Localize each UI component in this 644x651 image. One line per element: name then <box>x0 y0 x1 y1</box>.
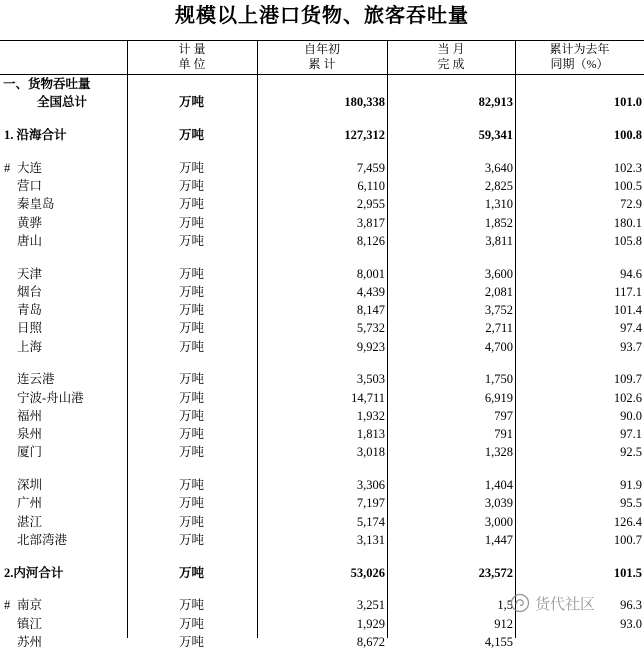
table-body <box>0 75 644 651</box>
ytd-cumulative-cell: 3,018 <box>356 445 385 460</box>
unit-cell: 万吨 <box>179 179 205 193</box>
header-unit-line1: 计 量 <box>178 42 206 56</box>
yoy-percent-cell: 93.0 <box>620 616 642 631</box>
table-row <box>0 513 644 531</box>
page-title: 规模以上港口货物、旅客吞吐量 <box>175 5 469 27</box>
ytd-cumulative-cell: 1,929 <box>356 616 385 631</box>
header-month-line2: 完 成 <box>437 57 465 71</box>
port-name: 广州 <box>17 496 43 511</box>
month-complete-cell: 6,919 <box>484 390 513 405</box>
unit-cell: 万吨 <box>179 284 205 299</box>
port-name: 秦皇岛 <box>17 197 55 212</box>
ytd-cumulative-cell: 3,306 <box>356 478 385 492</box>
ytd-cumulative-cell: 8,001 <box>356 266 385 281</box>
row-label <box>0 177 127 195</box>
row-label <box>0 319 127 337</box>
month-complete-cell: 3,000 <box>484 514 513 529</box>
month-complete-cell: 1,328 <box>484 445 513 460</box>
ytd-cumulative-cell: 7,459 <box>356 160 385 175</box>
port-name: 烟台 <box>17 284 43 299</box>
row-label <box>0 615 127 633</box>
port-name: 厦门 <box>17 445 43 460</box>
table-row <box>0 338 644 356</box>
unit-cell: 万吨 <box>179 197 205 212</box>
yoy-percent-cell: 92.5 <box>620 445 642 460</box>
unit-cell: 万吨 <box>179 160 205 175</box>
port-name: 宁波-舟山港 <box>17 390 84 405</box>
unit-cell <box>127 75 257 93</box>
ytd-cumulative-cell: 8,147 <box>356 303 385 317</box>
row-label <box>0 425 127 443</box>
header-ytd-line1: 自年初 <box>303 42 340 56</box>
table-row <box>0 283 644 301</box>
header-name-column <box>0 41 127 74</box>
month-complete-cell: 3,752 <box>484 303 513 317</box>
ytd-cumulative-cell: 7,197 <box>356 496 385 511</box>
row-label <box>0 159 127 177</box>
yoy-percent-cell: 101.5 <box>613 565 642 580</box>
port-name: 全国总计 <box>37 95 88 110</box>
table-row <box>0 370 644 388</box>
port-name: 连云港 <box>17 372 55 387</box>
month-complete-cell: 2,711 <box>485 321 513 336</box>
month-complete-cell: 3,039 <box>484 496 513 511</box>
row-label <box>0 389 127 407</box>
port-name: 湛江 <box>17 514 43 529</box>
ytd-cumulative-cell: 6,110 <box>357 179 385 193</box>
row-group <box>0 370 644 461</box>
yoy-percent-cell: 91.9 <box>620 478 642 492</box>
yoy-percent-cell: 90.0 <box>620 408 642 423</box>
port-name: 2.内河合计 <box>4 565 64 580</box>
ytd-cumulative-cell: 5,732 <box>356 321 385 336</box>
month-complete-cell: 3,640 <box>484 160 513 175</box>
unit-cell: 万吨 <box>179 215 205 230</box>
row-label <box>0 370 127 388</box>
row-label <box>0 195 127 213</box>
unit-cell: 万吨 <box>179 478 205 492</box>
port-name: 营口 <box>17 179 43 193</box>
yoy-percent-cell: 100.8 <box>613 128 642 142</box>
ytd-cumulative-cell: 8,126 <box>356 233 385 248</box>
yoy-percent-cell <box>515 633 644 651</box>
table-row <box>0 476 644 494</box>
yoy-percent-cell: 105.8 <box>613 233 642 248</box>
unit-cell: 万吨 <box>179 427 205 441</box>
yoy-percent-cell: 101.0 <box>613 95 642 110</box>
port-name: 深圳 <box>17 478 43 492</box>
row-label <box>0 232 127 250</box>
unit-cell: 万吨 <box>179 445 205 460</box>
header-pct-line2: 同期（%） <box>550 57 609 71</box>
unit-cell: 万吨 <box>179 339 205 354</box>
table-row <box>0 232 644 250</box>
row-group <box>0 75 644 112</box>
table-row <box>0 494 644 512</box>
ytd-cumulative-cell: 3,251 <box>356 598 385 613</box>
row-label <box>0 265 127 283</box>
row-label <box>0 75 127 93</box>
row-group <box>0 159 644 250</box>
header-unit <box>127 41 257 74</box>
row-label <box>0 531 127 549</box>
ytd-cumulative-cell: 127,312 <box>344 128 385 142</box>
ytd-cumulative-cell: 14,711 <box>351 390 385 405</box>
port-name: 一、货物吞吐量 <box>3 77 91 91</box>
port-name: 苏州 <box>17 634 43 649</box>
ytd-cumulative-cell: 3,503 <box>356 372 385 387</box>
port-name: 青岛 <box>17 303 43 317</box>
ytd-cumulative-cell: 1,932 <box>356 408 385 423</box>
month-complete-cell: 59,341 <box>478 128 513 142</box>
watermark <box>510 592 642 614</box>
table-row <box>0 265 644 283</box>
ytd-cumulative-cell: 53,026 <box>350 565 385 580</box>
table-row <box>0 177 644 195</box>
table-row <box>0 214 644 232</box>
row-label <box>0 596 127 614</box>
month-complete-cell: 82,913 <box>478 95 513 110</box>
yoy-percent-cell: 117.1 <box>614 284 642 299</box>
unit-cell: 万吨 <box>179 532 205 547</box>
row-label <box>0 338 127 356</box>
header-ytd-line2: 累 计 <box>308 57 336 71</box>
row-label <box>0 126 127 144</box>
row-label <box>0 633 127 651</box>
port-name: 大连 <box>17 160 43 175</box>
port-name: 1. 沿海合计 <box>4 128 67 142</box>
header-ytd <box>257 41 387 74</box>
header-month <box>387 41 515 74</box>
month-complete-cell: 797 <box>494 408 513 423</box>
header-unit-line2: 单 位 <box>178 57 206 71</box>
yoy-percent-cell: 101.4 <box>613 303 642 317</box>
yoy-percent-cell: 95.5 <box>620 496 642 511</box>
month-complete-cell: 912 <box>494 616 513 631</box>
yoy-percent-cell: 109.7 <box>613 372 642 387</box>
unit-cell: 万吨 <box>179 321 205 336</box>
unit-cell: 万吨 <box>179 390 205 405</box>
ytd-cumulative-cell: 9,923 <box>356 339 385 354</box>
row-label <box>0 93 127 111</box>
row-group <box>0 564 644 582</box>
key-port-marker: # <box>4 598 11 613</box>
table-row <box>0 443 644 461</box>
yoy-percent-cell: 94.6 <box>620 266 642 281</box>
port-name: 天津 <box>17 266 43 281</box>
ytd-cumulative-cell: 2,955 <box>356 197 385 212</box>
port-name: 泉州 <box>17 427 43 441</box>
table-row <box>0 425 644 443</box>
yoy-percent-cell: 96.3 <box>620 598 642 613</box>
unit-cell: 万吨 <box>179 565 205 580</box>
ytd-cumulative-cell: 8,672 <box>356 634 385 649</box>
month-complete-cell: 1,852 <box>484 215 513 230</box>
month-complete-cell: 1,447 <box>484 532 513 547</box>
ytd-cumulative-cell: 3,131 <box>356 532 385 547</box>
month-complete-cell: 1,310 <box>484 197 513 212</box>
yoy-percent-cell: 180.1 <box>613 215 642 230</box>
header-month-line1: 当 月 <box>437 42 465 56</box>
table-row <box>0 531 644 549</box>
table-row <box>0 319 644 337</box>
table-row <box>0 195 644 213</box>
unit-cell: 万吨 <box>179 598 205 613</box>
port-name: 镇江 <box>17 616 43 631</box>
yoy-percent-cell <box>515 75 644 93</box>
port-name: 上海 <box>17 339 43 354</box>
month-complete-cell: 3,600 <box>484 266 513 281</box>
yoy-percent-cell: 100.7 <box>613 532 642 547</box>
ytd-cumulative-cell: 5,174 <box>356 514 385 529</box>
header-pct <box>515 41 644 74</box>
throughput-table <box>0 40 644 649</box>
ytd-cumulative-cell <box>257 75 387 93</box>
table-row <box>0 159 644 177</box>
table-row <box>0 615 644 633</box>
month-complete-cell: 2,825 <box>484 179 513 193</box>
row-label <box>0 214 127 232</box>
row-group <box>0 126 644 144</box>
yoy-percent-cell: 102.6 <box>613 390 642 405</box>
unit-cell: 万吨 <box>179 233 205 248</box>
key-port-marker: # <box>4 160 11 175</box>
port-name: 唐山 <box>17 233 43 248</box>
unit-cell: 万吨 <box>179 95 205 110</box>
unit-cell: 万吨 <box>179 634 205 649</box>
yoy-percent-cell: 93.7 <box>620 339 642 354</box>
watermark-text: 货代社区 <box>535 596 596 613</box>
table-row <box>0 633 644 651</box>
unit-cell: 万吨 <box>179 496 205 511</box>
month-complete-cell: 791 <box>494 427 513 441</box>
table-header <box>0 40 644 75</box>
port-name: 黄骅 <box>17 215 43 230</box>
ytd-cumulative-cell: 180,338 <box>344 95 385 110</box>
row-group <box>0 265 644 356</box>
unit-cell: 万吨 <box>179 128 205 142</box>
logo-icon <box>510 593 530 613</box>
section-row <box>0 75 644 93</box>
yoy-percent-cell: 100.5 <box>613 179 642 193</box>
row-label <box>0 407 127 425</box>
month-complete-cell: 4,700 <box>484 339 513 354</box>
row-label <box>0 494 127 512</box>
row-label <box>0 301 127 319</box>
table-row <box>0 407 644 425</box>
row-group <box>0 476 644 549</box>
unit-cell: 万吨 <box>179 408 205 423</box>
unit-cell: 万吨 <box>179 303 205 317</box>
total-row <box>0 93 644 111</box>
row-label <box>0 443 127 461</box>
month-complete-cell <box>387 75 515 93</box>
subtotal-row <box>0 564 644 582</box>
ytd-cumulative-cell: 3,817 <box>356 215 385 230</box>
header-pct-line1: 累计为去年 <box>549 42 610 56</box>
port-name: 福州 <box>17 408 43 423</box>
month-complete-cell: 23,572 <box>478 565 513 580</box>
port-name: 北部湾港 <box>17 532 68 547</box>
yoy-percent-cell: 126.4 <box>613 514 642 529</box>
yoy-percent-cell: 102.3 <box>613 160 642 175</box>
unit-cell: 万吨 <box>179 514 205 529</box>
month-complete-cell: 4,155 <box>484 634 513 649</box>
ytd-cumulative-cell: 1,813 <box>356 427 385 441</box>
row-label <box>0 513 127 531</box>
row-label <box>0 476 127 494</box>
yoy-percent-cell: 97.4 <box>620 321 642 336</box>
month-complete-cell: 1,5 <box>497 598 513 613</box>
yoy-percent-cell: 97.1 <box>620 427 642 441</box>
table-row <box>0 301 644 319</box>
unit-cell: 万吨 <box>179 372 205 387</box>
ytd-cumulative-cell: 4,439 <box>356 284 385 299</box>
row-label <box>0 564 127 582</box>
unit-cell: 万吨 <box>179 616 205 631</box>
unit-cell: 万吨 <box>179 266 205 281</box>
yoy-percent-cell: 72.9 <box>620 197 642 212</box>
table-row <box>0 389 644 407</box>
month-complete-cell: 1,404 <box>484 478 513 492</box>
month-complete-cell: 1,750 <box>484 372 513 387</box>
row-label <box>0 283 127 301</box>
month-complete-cell: 2,081 <box>484 284 513 299</box>
subtotal-row <box>0 126 644 144</box>
month-complete-cell: 3,811 <box>485 233 513 248</box>
port-name: 日照 <box>17 321 43 336</box>
port-name: 南京 <box>17 598 43 613</box>
